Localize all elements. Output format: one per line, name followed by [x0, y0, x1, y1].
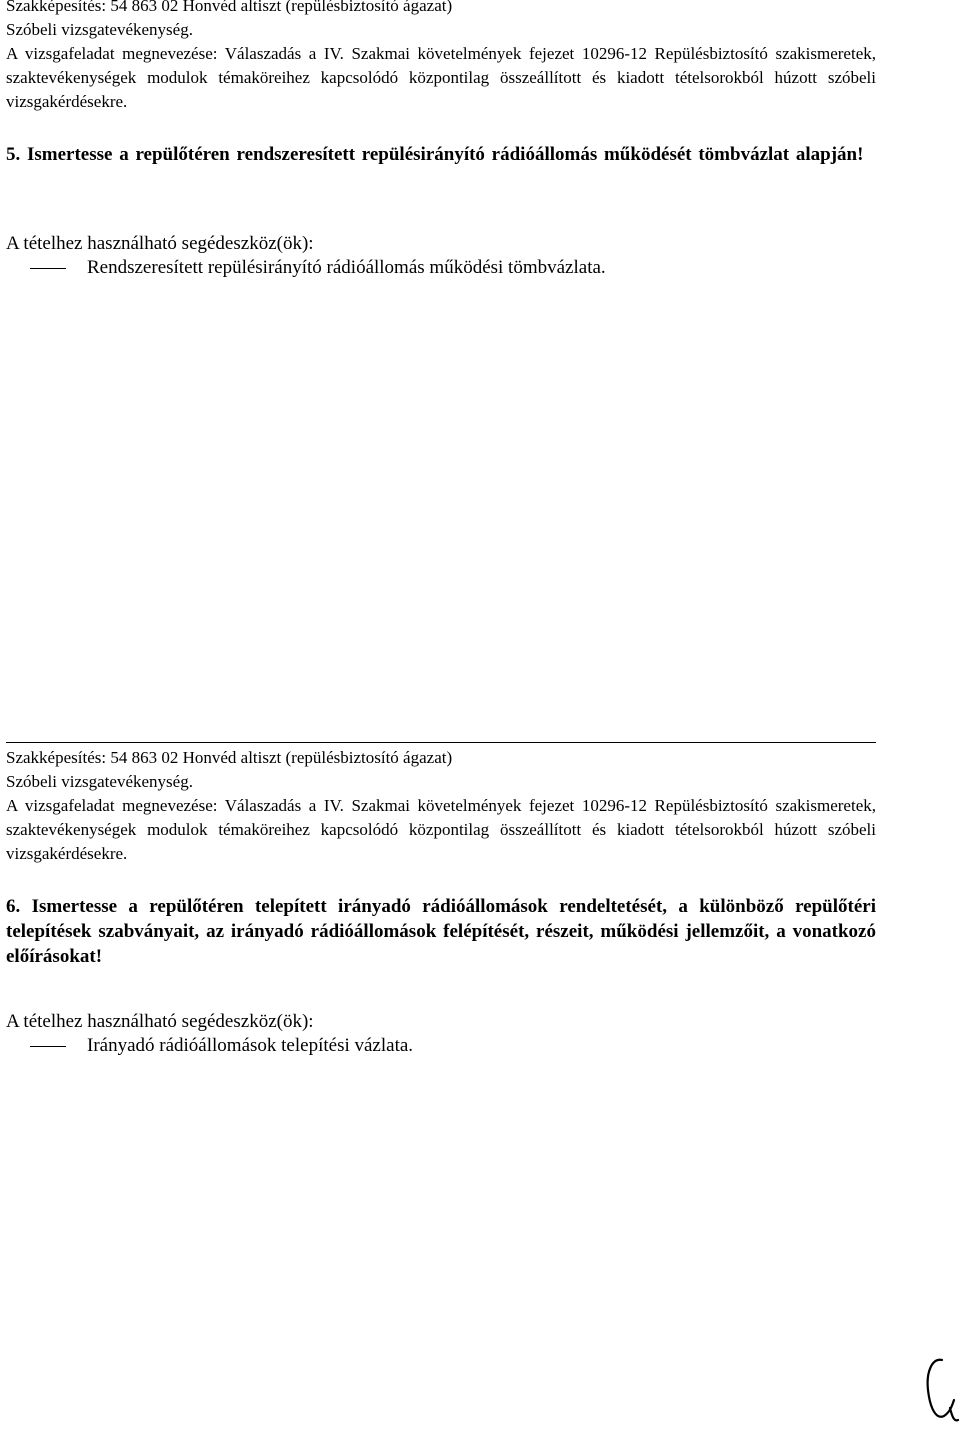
section1-qualification: Szakképesítés: 54 863 02 Honvéd altiszt (repülésbiztosító ágazat)	[6, 0, 453, 15]
section2-tools	[6, 1010, 876, 1058]
dash-bullet-icon	[30, 1046, 66, 1047]
section1-header	[6, 0, 876, 114]
section1-exam-type: Szóbeli vizsgatevékenység.	[6, 20, 193, 39]
section2-task-description: A vizsgafeladat megnevezése: Válaszadás a IV. Szakmai követelmények fejezet 10296-12 Repülésbiztosító szakismeretek, szaktevékenységek modulok témaköreihez kapcsolódó központilag összeállított és kiadott tételsorokból húzott szóbeli vizsgakérdésekre.	[6, 796, 876, 863]
section1-tool-text: Rendszeresített repülésirányító rádióállomás működési tömbvázlata.	[87, 257, 606, 278]
section2-tool-text: Irányadó rádióállomások telepítési vázlata.	[87, 1035, 414, 1056]
section2-header	[6, 746, 876, 866]
section2-qualification: Szakképesítés: 54 863 02 Honvéd altiszt (repülésbiztosító ágazat)	[6, 748, 453, 767]
section1-tools-title: A tételhez használható segédeszköz(ök):	[6, 233, 314, 254]
handwritten-mark-icon	[920, 1350, 960, 1430]
dash-bullet-icon	[30, 268, 66, 269]
section2-exam-type: Szóbeli vizsgatevékenység.	[6, 772, 193, 791]
section1-tool-item	[6, 256, 876, 280]
section1-tools	[6, 232, 876, 280]
section2-question: 6. Ismertesse a repülőtéren telepített irányadó rádióállomások rendeltetését, a különböző repülőtéri telepítések szabványait, az irányadó rádióállomások felépítését, részeit, működési jellemzőit, a vonatkozó előírásokat!	[6, 896, 876, 967]
section-divider	[6, 742, 876, 743]
section2-tools-title: A tételhez használható segédeszköz(ök):	[6, 1011, 314, 1032]
section1-task-description: A vizsgafeladat megnevezése: Válaszadás a IV. Szakmai követelmények fejezet 10296-12 Repülésbiztosító szakismeretek, szaktevékenységek modulok témaköreihez kapcsolódó központilag összeállított és kiadott tételsorokból húzott szóbeli vizsgakérdésekre.	[6, 44, 876, 111]
section1-question: 5. Ismertesse a repülőtéren rendszeresített repülésirányító rádióállomás működését tömbvázlat alapján!	[6, 144, 864, 165]
section2-tool-item	[6, 1034, 876, 1058]
